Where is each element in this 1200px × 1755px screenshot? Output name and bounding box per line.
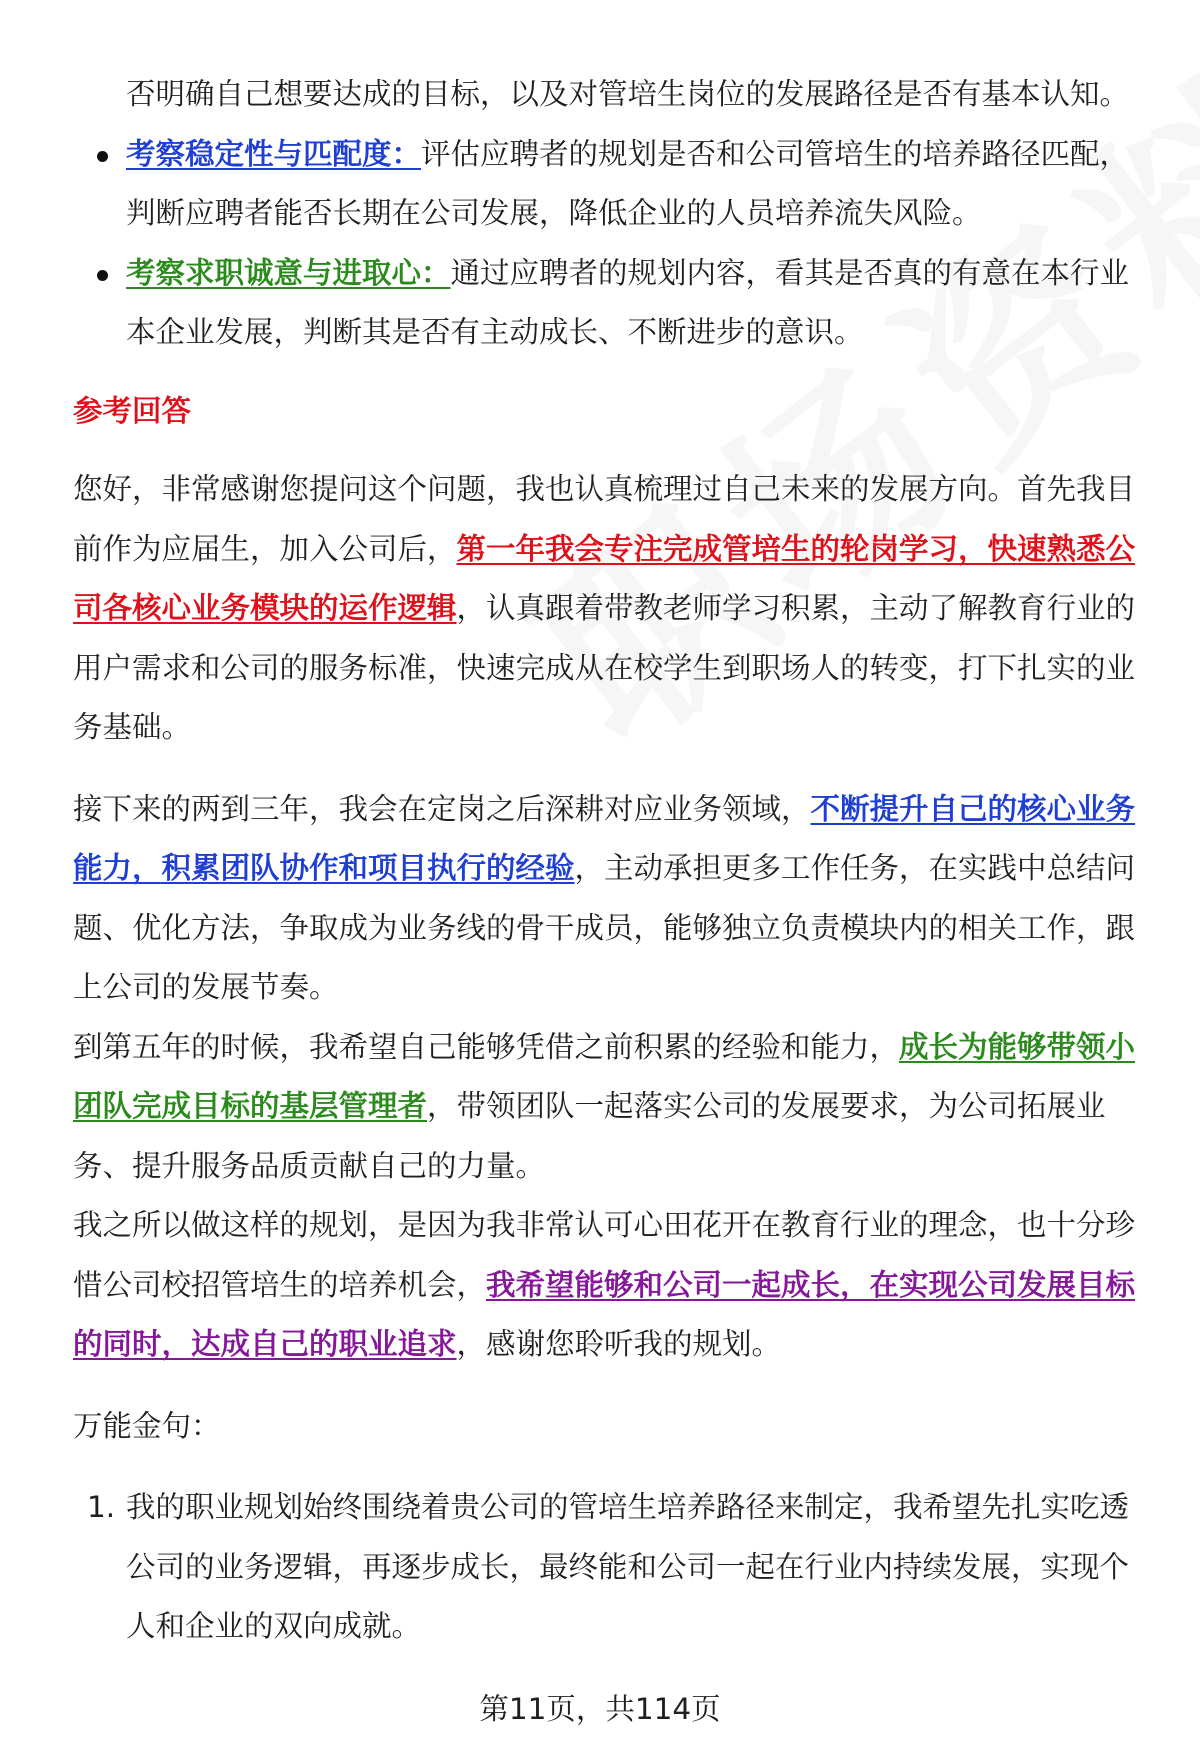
paragraph-text: 到第五年的时候，我希望自己能够凭借之前积累的经验和能力， [73, 1029, 900, 1064]
bullet-item-sincerity [73, 244, 1148, 363]
page-content [73, 65, 1148, 1657]
bullet-keyword: 考察稳定性与匹配度： [126, 136, 422, 171]
paragraph-text: 我之所以做这样的规划，是因为我非常认可心田花开在教育行业的理念，也十分珍惜公司校招管培生的培养机会， [73, 1208, 1136, 1302]
item-number: 1. [87, 1490, 116, 1524]
answer-paragraph-4 [73, 1196, 1148, 1375]
bullet-item-stability [73, 125, 1148, 244]
paragraph-text: ，感谢您聆听我的规划。 [456, 1327, 782, 1361]
highlight-purple: 我希望能够和公司一起成长，在实现公司发展目标的同时，达成自己的职业追求 [73, 1267, 1136, 1361]
bullet-dot-icon [97, 270, 108, 281]
golden-sentence-title: 万能金句： [73, 1408, 221, 1443]
section-title-reference-answer: 参考回答 [73, 393, 192, 428]
highlight-blue: 不断提升自己的核心业务能力，积累团队协作和项目执行的经验 [73, 791, 1136, 885]
golden-sentence-item [73, 1478, 1148, 1657]
item-text: 我的职业规划始终围绕着贵公司的管培生培养路径来制定，我希望先扎实吃透公司的业务逻辑，再逐步成长，最终能和公司一起在行业内持续发展，实现个人和企业的双向成就。 [126, 1490, 1130, 1643]
highlight-red: 第一年我会专注完成管培生的轮岗学习，快速熟悉公司各核心业务模块的运作逻辑 [73, 531, 1136, 625]
page-footer: 第11页，共114页 [479, 1692, 721, 1726]
answer-paragraph-3 [73, 1018, 1148, 1197]
intro-continuation: 否明确自己想要达成的目标，以及对管培生岗位的发展路径是否有基本认知。 [126, 77, 1130, 111]
paragraph-text: 接下来的两到三年，我会在定岗之后深耕对应业务领域， [73, 791, 811, 826]
bullet-dot-icon [97, 151, 108, 162]
bullet-text: 评估应聘者的规划是否和公司管培生的培养路径匹配，判断应聘者能否长期在公司发展，降低企业的人员培养流失风险。 [126, 136, 1130, 230]
paragraph-text: ，认真跟着带教老师学习积累，主动了解教育行业的用户需求和公司的服务标准，快速完成从在校学生到职场人的转变，打下扎实的业务基础。 [73, 591, 1136, 744]
bullet-text: 通过应聘者的规划内容，看其是否真的有意在本行业本企业发展，判断其是否有主动成长、不断进步的意识。 [126, 255, 1130, 349]
bullet-keyword: 考察求职诚意与进取心： [126, 255, 451, 290]
answer-paragraph-2 [73, 780, 1148, 1018]
paragraph-text: 您好，非常感谢您提问这个问题，我也认真梳理过自己未来的发展方向。首先我目前作为应届生，加入公司后， [73, 472, 1136, 566]
paragraph-text: ，主动承担更多工作任务，在实践中总结问题、优化方法，争取成为业务线的骨干成员，能够独立负责模块内的相关工作，跟上公司的发展节奏。 [73, 851, 1136, 1004]
highlight-green: 成长为能够带领小团队完成目标的基层管理者 [73, 1029, 1136, 1123]
answer-paragraph-1 [73, 460, 1148, 758]
paragraph-text: ，带领团队一起落实公司的发展要求，为公司拓展业务、提升服务品质贡献自己的力量。 [73, 1089, 1106, 1183]
